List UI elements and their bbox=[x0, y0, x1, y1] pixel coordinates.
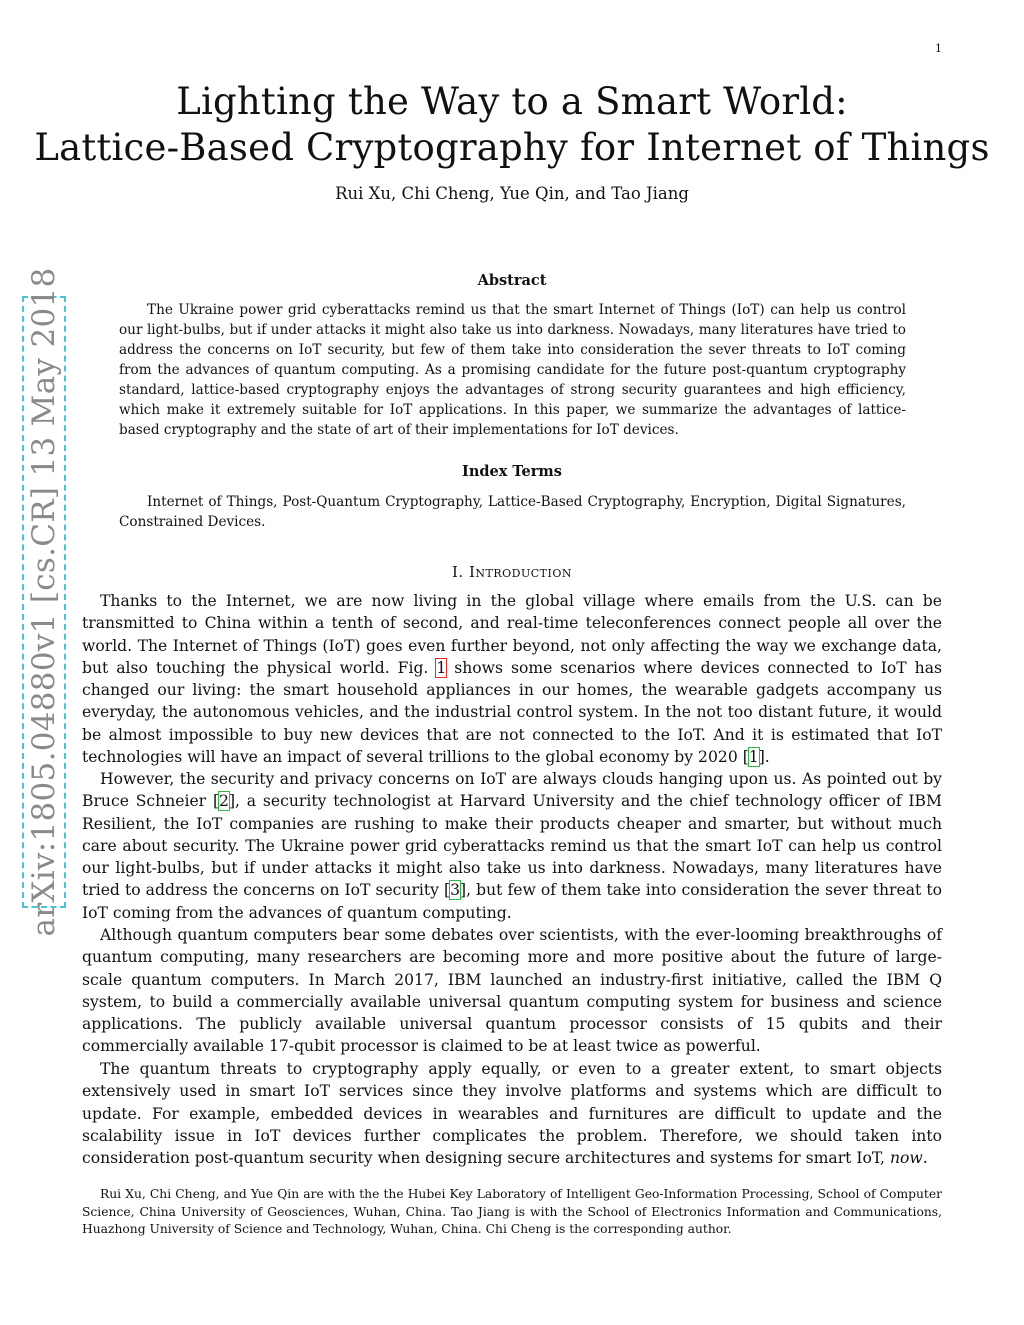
intro-paragraph-2 bbox=[82, 768, 942, 924]
paragraph-text: However, the security and privacy concerns on IoT are always clouds hanging upon us. As pointed out by Bruce Schneier [ bbox=[82, 770, 942, 811]
paragraph-text: The quantum threats to cryptography apply equally, or even to a greater extent, to smart objects extensively used in smart IoT services since they involve platforms and systems which are difficult to update. For example, embedded devices in wearables and furnitures are difficult to update and the scalability issue in IoT devices further complicates the problem. Therefore, we should taken into consideration post-quantum security when designing secure architectures and systems for smart IoT, bbox=[82, 1060, 942, 1168]
section-heading bbox=[0, 563, 1024, 581]
author-list: Rui Xu, Chi Cheng, Yue Qin, and Tao Jiang bbox=[335, 184, 689, 203]
arxiv-stamp[interactable] bbox=[22, 267, 66, 937]
intro-paragraph-3: Although quantum computers bear some debates over scientists, with the ever-looming breakthroughs of quantum computing, many researchers are becoming more and more positive about the future of large-scale quantum computers. In March 2017, IBM launched an industry-first initiative, called the IBM Q system, to build a commercially available universal quantum computing system for business and science applications. The publicly available universal quantum processor consists of 15 qubits and their commercially available 17-qubit processor is claimed to be at least twice as powerful. bbox=[82, 926, 942, 1056]
paragraph-text: . bbox=[922, 1149, 928, 1168]
citation-link[interactable]: 3 bbox=[450, 881, 461, 900]
section-number: I. bbox=[451, 563, 464, 581]
paper-title-line-1: Lighting the Way to a Smart World: bbox=[176, 80, 848, 123]
abstract-body: The Ukraine power grid cyberattacks remind us that the smart Internet of Things (IoT) can help us control our light-bulbs, but if under attacks it might also take us into darkness. Nowadays, many literatures have tried to address the concerns on IoT security, but few of them take into consideration the sever threats to IoT coming from the advances of quantum computing. As a promising candidate for the future post-quantum cryptography standard, lattice-based cryptography enjoys the advantages of strong security guarantees and high efficiency, which make it extremely suitable for IoT applications. In this paper, we summarize the advantages of lattice-based cryptography and the state of art of their implementations for IoT devices. bbox=[119, 302, 906, 438]
figure-reference-link[interactable]: 1 bbox=[436, 658, 447, 677]
arxiv-stamp-text: arXiv:1805.04880v1 [cs.CR] 13 May 2018 bbox=[26, 267, 62, 937]
index-terms-heading: Index Terms bbox=[462, 463, 562, 480]
index-terms-body: Internet of Things, Post-Quantum Cryptography, Lattice-Based Cryptography, Encryption, Digital Signatures, Constrained Devices. bbox=[119, 494, 906, 530]
paragraph-text: shows some scenarios where devices connected to IoT has changed our living: the smart household appliances in our homes, the wearable gadgets accompany us everyday, the autonomous vehicles, and the industrial control system. In the not too distant future, it would be almost impossible to buy new devices that are not connected to the IoT. And it is estimated that IoT technologies will have an impact of several trillions to the global economy by 2020 [ bbox=[82, 658, 942, 767]
section-title: Introduction bbox=[468, 563, 572, 581]
paper-title-line-2: Lattice-Based Cryptography for Internet of Things bbox=[34, 126, 990, 169]
intro-paragraph-4 bbox=[82, 1058, 942, 1169]
author-affiliation-footnote: Rui Xu, Chi Cheng, and Yue Qin are with the the Hubei Key Laboratory of Intelligent Geo-Information Processing, School of Computer Science, China University of Geosciences, Wuhan, China. Tao Jiang is with the School of Electronics Information and Communications, Huazhong University of Science and Technology, Wuhan, China. Chi Cheng is the corresponding author. bbox=[82, 1187, 942, 1236]
page-number: 1 bbox=[935, 42, 942, 55]
paragraph-text: Thanks to the Internet, we are now living in the global village where emails from the U.S. can be transmitted to China within a tenth of second, and real-time teleconferences connect people all over the world. The Internet of Things (IoT) goes even further beyond, not only affecting the way we exchange data, but also touching the physical world. Fig. bbox=[82, 592, 942, 677]
citation-link[interactable]: 1 bbox=[748, 748, 759, 767]
paragraph-text: ], a security technologist at Harvard University and the chief technology officer of IBM Resilient, the IoT companies are rushing to make their products cheaper and smarter, but without much care about security. The Ukraine power grid cyberattacks remind us that the smart IoT can help us control our light-bulbs, but if under attacks it might also take us into darkness. Nowadays, many literatures have tried to address the concerns on IoT security [ bbox=[82, 792, 942, 900]
intro-paragraph-1 bbox=[82, 590, 942, 768]
paragraph-text: ], but few of them take into consideration the sever threat to IoT coming from the advances of quantum computing. bbox=[82, 881, 942, 922]
emphasis-text: now bbox=[889, 1149, 923, 1168]
paragraph-text: ]. bbox=[758, 748, 770, 767]
citation-link[interactable]: 2 bbox=[219, 792, 229, 811]
abstract-heading: Abstract bbox=[477, 272, 547, 289]
